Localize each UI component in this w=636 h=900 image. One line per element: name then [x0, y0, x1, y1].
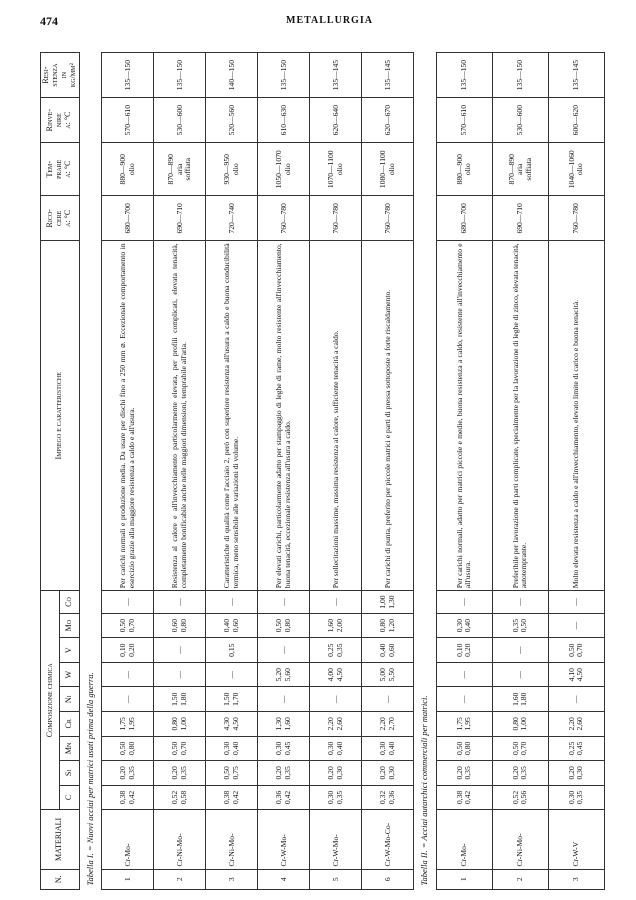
cell-resistenza: 135—150 [258, 53, 310, 98]
table-row [310, 53, 362, 890]
cell-w: 4,10 4,50 [548, 662, 604, 687]
cell-co: — [548, 591, 604, 614]
cell-ricottura: 690—710 [154, 196, 206, 241]
col-impiego: Impiego e caratteristiche [41, 241, 80, 591]
row-number: 3 [548, 869, 604, 889]
cell-tempra: 1040—1060 olio [548, 143, 604, 196]
cell-ni: — [310, 687, 362, 712]
cell-ni: — [362, 687, 414, 712]
col-materiali: MATERIALI [41, 810, 80, 869]
cell-w: — [492, 662, 548, 687]
table-row [258, 53, 310, 890]
cell-si: 0,50 0,75 [206, 761, 258, 786]
cell-rinvenire: 620—640 [310, 98, 362, 143]
col-rinvenire: Rinve- nire a: °C [41, 98, 80, 143]
cell-ni: — [102, 687, 154, 712]
cell-si: 0,20 0,30 [548, 761, 604, 786]
cell-impiego: Molto elevata resistenza a caldo e all'invecchiamento, elevato limite di carico e buona tenacità. [548, 241, 604, 591]
cell-mo: 0,30 0,40 [436, 613, 492, 638]
page-title: METALLURGIA [286, 15, 373, 26]
cell-mo: 0,40 0,60 [206, 613, 258, 638]
cell-rinvenire: 530—600 [154, 98, 206, 143]
cell-w: 4,00 4,50 [310, 662, 362, 687]
cell-c: 0,32 0,36 [362, 785, 414, 810]
material-name: Cr-Mo- [102, 810, 154, 869]
cell-c: 0,30 0,35 [548, 785, 604, 810]
cell-resistenza: 135—150 [436, 53, 492, 98]
row-number: 4 [258, 869, 310, 889]
cell-v: — [492, 638, 548, 663]
table-row [102, 53, 154, 890]
cell-impiego: Per sollecitazioni massime, massima resistenza al calore, sufficiente tenacità a caldo. [310, 241, 362, 591]
cell-tempra: 870—890 aria soffiata [492, 143, 548, 196]
cell-mo: — [548, 613, 604, 638]
cell-mn: 0,50 0,80 [102, 736, 154, 761]
cell-co: — [258, 591, 310, 614]
cell-resistenza: 135—145 [548, 53, 604, 98]
cell-w: — [206, 662, 258, 687]
cell-ni: 1,50 1,80 [154, 687, 206, 712]
cell-c: 0,52 0,56 [492, 785, 548, 810]
table-row [436, 53, 492, 890]
col-resistenza: Resi- stenza in kg/mm² [41, 53, 80, 98]
material-name: Cr-Ni-Mo- [206, 810, 258, 869]
cell-mn: 0,30 0,40 [206, 736, 258, 761]
material-name: Cr-W-Mo- [310, 810, 362, 869]
section-title: Tabella II. = Acciai autarchici commerciali per matrici. [414, 53, 437, 890]
cell-w: — [436, 662, 492, 687]
cell-rinvenire: 570—610 [436, 98, 492, 143]
material-name: Cr-W-Mo- [258, 810, 310, 869]
cell-si: 0,20 0,35 [102, 761, 154, 786]
cell-cr: 2,20 2,60 [548, 712, 604, 737]
cell-ricottura: 760—780 [362, 196, 414, 241]
cell-v: 0,15 [206, 638, 258, 663]
cell-tempra: 1050—1070 olio [258, 143, 310, 196]
row-number: 3 [206, 869, 258, 889]
col-n: N. [41, 869, 80, 889]
col-el-cr: Cr [60, 712, 79, 737]
cell-w: — [154, 662, 206, 687]
cell-v: 0,25 0,35 [310, 638, 362, 663]
col-el-v: V [60, 638, 79, 663]
section-title: Tabella I. = Nuovi acciai per matrici usati prima della guerra. [79, 53, 102, 890]
cell-resistenza: 140—150 [206, 53, 258, 98]
cell-si: 0,20 0,30 [310, 761, 362, 786]
cell-ricottura: 760—780 [548, 196, 604, 241]
material-name: Cr-W-V [548, 810, 604, 869]
cell-impiego: Caratteristiche di qualità come l'acciaio 2, però con superiore resistenza all'usura a caldo e buona conducibilità termica, meno sensibile alle variazioni di volume. [206, 241, 258, 591]
row-number: 1 [436, 869, 492, 889]
cell-mn: 0,30 0,40 [310, 736, 362, 761]
cell-v: 0,10 0,20 [436, 638, 492, 663]
col-el-mo: Mo [60, 613, 79, 638]
cell-w: 5,00 5,50 [362, 662, 414, 687]
cell-si: 0,20 0,35 [154, 761, 206, 786]
cell-cr: 2,20 2,70 [362, 712, 414, 737]
cell-rinvenire: 520—560 [206, 98, 258, 143]
cell-ricottura: 680—700 [436, 196, 492, 241]
table-wrapper [40, 52, 596, 890]
cell-mn: 0,30 0,40 [362, 736, 414, 761]
cell-cr: 1,30 1,60 [258, 712, 310, 737]
cell-ricottura: 760—780 [258, 196, 310, 241]
cell-mo: 1,60 2,00 [310, 613, 362, 638]
cell-ni: — [548, 687, 604, 712]
row-number: 1 [102, 869, 154, 889]
cell-tempra: 880—900 olio [102, 143, 154, 196]
table-row [548, 53, 604, 890]
cell-resistenza: 135—150 [154, 53, 206, 98]
page-number: 474 [40, 14, 58, 28]
cell-c: 0,38 0,42 [102, 785, 154, 810]
cell-rinvenire: 620—670 [362, 98, 414, 143]
cell-co: — [206, 591, 258, 614]
cell-impiego: Resistenza al calore e all'invecchiamento particolarmente elevata, per profili complicati, elevata tenacità, completamente bonificabile anche nelle maggiori dimensioni, temprabile all'aria. [154, 241, 206, 591]
col-ricottura: Rico- cere a: °C [41, 196, 80, 241]
cell-mn: 0,50 0,70 [492, 736, 548, 761]
cell-cr: 0,80 1,00 [154, 712, 206, 737]
cell-ricottura: 760—780 [310, 196, 362, 241]
cell-resistenza: 135—145 [310, 53, 362, 98]
cell-cr: 1,75 1,95 [436, 712, 492, 737]
cell-mo: 0,50 0,80 [258, 613, 310, 638]
cell-impiego: Per carichi normali e produzione media. Da usare per dischi fino a 250 mm ⌀. Eccezionale comportamento in esercizio grazie alla maggiore resistenza a caldo e all'usura. [102, 241, 154, 591]
cell-c: 0,30 0,35 [310, 785, 362, 810]
cell-mn: 0,50 0,80 [436, 736, 492, 761]
col-el-c: C [60, 785, 79, 810]
material-name: Cr-Ni-Mo- [492, 810, 548, 869]
cell-mn: 0,50 0,70 [154, 736, 206, 761]
cell-ricottura: 680—700 [102, 196, 154, 241]
cell-tempra: 1070—1100 olio [310, 143, 362, 196]
cell-mn: 0,25 0,45 [548, 736, 604, 761]
cell-c: 0,38 0,42 [206, 785, 258, 810]
cell-impiego: Per elevati carichi, particolarmente adatto per stampaggio di leghe di rame, molto resistente all'invecchiamento, buona tenacità, eccezionale resistenza all'usura a caldo. [258, 241, 310, 591]
cell-co: — [102, 591, 154, 614]
cell-co: — [154, 591, 206, 614]
col-el-w: W [60, 662, 79, 687]
cell-resistenza: 135—145 [362, 53, 414, 98]
cell-cr: 4,30 4,50 [206, 712, 258, 737]
cell-mo: 0,60 0,80 [154, 613, 206, 638]
cell-tempra: 930—950 olio [206, 143, 258, 196]
cell-cr: 1,75 1,95 [102, 712, 154, 737]
cell-si: 0,20 0,35 [492, 761, 548, 786]
row-number: 2 [154, 869, 206, 889]
table-row [154, 53, 206, 890]
cell-si: 0,20 0,30 [362, 761, 414, 786]
cell-ni: — [436, 687, 492, 712]
cell-impiego: Per carichi normali, adatto per matrici piccole e medie, buona resistenza a caldo, resistente all'invecchiamento e all'usura. [436, 241, 492, 591]
table-row [492, 53, 548, 890]
cell-tempra: 870—890 aria soffiata [154, 143, 206, 196]
cell-co: 1,00 1,30 [362, 591, 414, 614]
cell-cr: 2,20 2,60 [310, 712, 362, 737]
cell-mo: 0,80 1,20 [362, 613, 414, 638]
cell-resistenza: 135—150 [492, 53, 548, 98]
cell-c: 0,36 0,42 [258, 785, 310, 810]
cell-si: 0,20 0,35 [258, 761, 310, 786]
cell-ni: 1,60 1,80 [492, 687, 548, 712]
table-row [362, 53, 414, 890]
material-name: Cr-Ni-Mo- [154, 810, 206, 869]
cell-v: — [154, 638, 206, 663]
cell-rinvenire: 530—600 [492, 98, 548, 143]
cell-c: 0,38 0,42 [436, 785, 492, 810]
cell-w: — [102, 662, 154, 687]
cell-w: 5,20 5,60 [258, 662, 310, 687]
col-el-ni: Ni [60, 687, 79, 712]
cell-rinvenire: 610—630 [258, 98, 310, 143]
cell-si: 0,20 0,35 [436, 761, 492, 786]
col-el-si: Si [60, 761, 79, 786]
cell-co: — [436, 591, 492, 614]
cell-mo: 0,35 0,50 [492, 613, 548, 638]
cell-co: — [492, 591, 548, 614]
cell-rinvenire: 600—620 [548, 98, 604, 143]
cell-ni: 1,50 1,70 [206, 687, 258, 712]
col-composizione: Composizione chimica [41, 591, 60, 810]
cell-v: 0,40 0,60 [362, 638, 414, 663]
cell-ni: — [258, 687, 310, 712]
cell-ricottura: 690—710 [492, 196, 548, 241]
cell-impiego: Preferibile per lavorazione di parti complicate, specialmente per la lavorazione di leghe di zinco, elevata tenacità, autotemprante. [492, 241, 548, 591]
cell-c: 0,52 0,58 [154, 785, 206, 810]
col-el-co: Co [60, 591, 79, 614]
material-name: Cr-W-Mo-Co- [362, 810, 414, 869]
table-row [206, 53, 258, 890]
row-number: 5 [310, 869, 362, 889]
rotated-table [40, 52, 596, 890]
cell-v: 0,10 0,20 [102, 638, 154, 663]
cell-co: — [310, 591, 362, 614]
cell-ricottura: 720—740 [206, 196, 258, 241]
cell-impiego: Per carichi di punta, preferito per piccole matrici e parti di pressa sottoposte a forte riscaldamento. [362, 241, 414, 591]
cell-v: — [258, 638, 310, 663]
cell-cr: 0,80 1,00 [492, 712, 548, 737]
cell-v: 0,50 0,70 [548, 638, 604, 663]
cell-mn: 0,30 0,45 [258, 736, 310, 761]
col-tempra: Tem- prare a: °C [41, 143, 80, 196]
page-header [40, 14, 596, 30]
cell-tempra: 880—900 olio [436, 143, 492, 196]
cell-tempra: 1080—1100 olio [362, 143, 414, 196]
cell-rinvenire: 570—610 [102, 98, 154, 143]
row-number: 6 [362, 869, 414, 889]
row-number: 2 [492, 869, 548, 889]
steel-table [40, 52, 605, 890]
cell-resistenza: 135—150 [102, 53, 154, 98]
material-name: Cr-Mo- [436, 810, 492, 869]
col-el-mn: Mn [60, 736, 79, 761]
cell-mo: 0,50 0,70 [102, 613, 154, 638]
